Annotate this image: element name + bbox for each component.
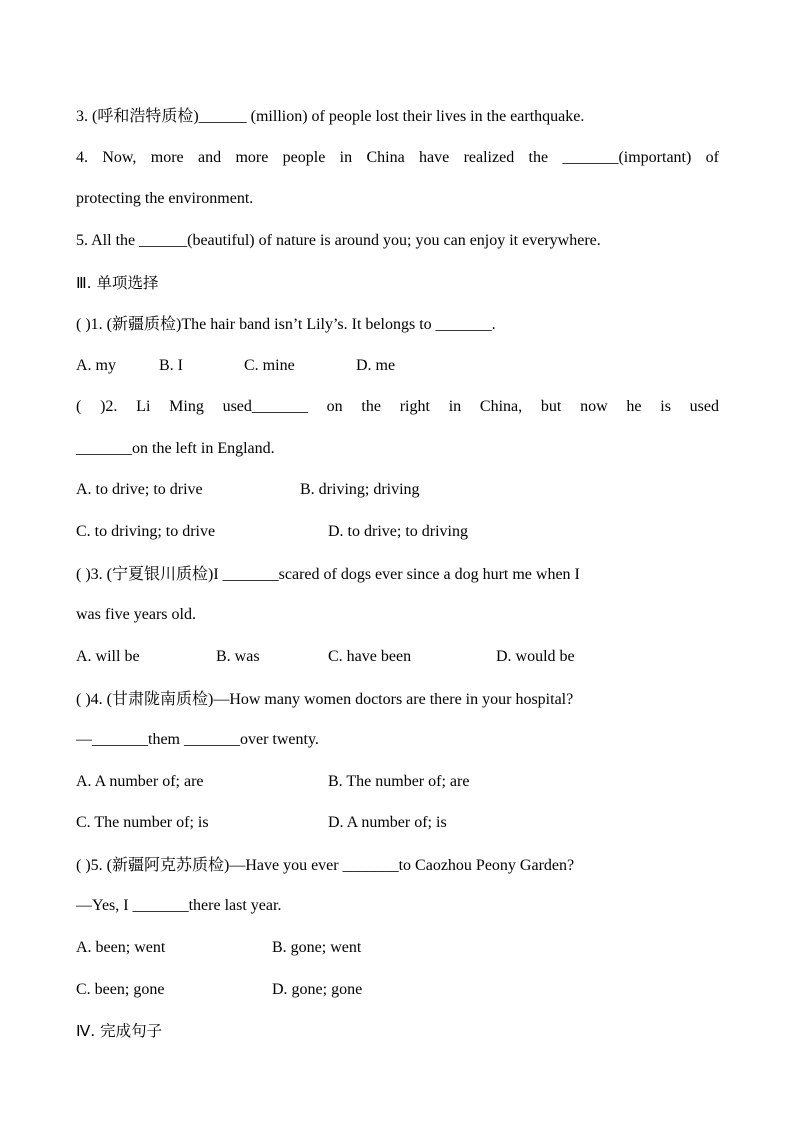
question-4-stem: ( )4. (甘肃陇南质检)—How many women doctors are there in your hospital?: [76, 691, 574, 708]
question-4-option-b: B. The number of; are: [328, 773, 470, 790]
section-heading-multiple-choice: Ⅲ. 单项选择: [76, 274, 159, 292]
question-5-option-b: B. gone; went: [272, 939, 362, 956]
question-3-option-d: D. would be: [496, 648, 575, 665]
fill-in-item-4: 4. Now, more and more people in China have realized the _______(important) of: [76, 149, 719, 166]
question-1-option-d: D. me: [356, 357, 396, 374]
fill-in-item-5: 5. All the ______(beautiful) of nature is around you; you can enjoy it everywhere.: [76, 232, 601, 249]
question-3-stem: ( )3. (宁夏银川质检)I _______scared of dogs ever since a dog hurt me when I: [76, 566, 580, 583]
fill-in-item-3: 3. (呼和浩特质检)______ (million) of people lost their lives in the earthquake.: [76, 108, 585, 125]
question-2-stem-continued: _______on the left in England.: [76, 440, 275, 457]
question-1-option-a: A. my: [76, 357, 116, 374]
question-3-option-a: A. will be: [76, 648, 140, 665]
fill-in-item-4-continued: protecting the environment.: [76, 190, 254, 207]
question-3-stem-continued: was five years old.: [76, 606, 196, 623]
question-3-option-b: B. was: [216, 648, 260, 665]
question-3-option-c: C. have been: [328, 648, 412, 665]
question-1-option-c: C. mine: [244, 357, 295, 374]
question-5-option-d: D. gone; gone: [272, 981, 363, 998]
question-2-option-d: D. to drive; to driving: [328, 523, 468, 540]
question-1-stem: ( )1. (新疆质检)The hair band isn’t Lily’s. It belongs to _______.: [76, 316, 496, 333]
question-4-option-a: A. A number of; are: [76, 773, 204, 790]
question-5-option-c: C. been; gone: [76, 981, 165, 998]
question-4-option-c: C. The number of; is: [76, 814, 209, 831]
question-2-option-c: C. to driving; to drive: [76, 523, 216, 540]
question-5-option-a: A. been; went: [76, 939, 166, 956]
section-heading-complete-sentences: Ⅳ. 完成句子: [76, 1022, 163, 1040]
question-2-option-b: B. driving; driving: [300, 481, 420, 498]
question-4-option-d: D. A number of; is: [328, 814, 447, 831]
question-5-stem: ( )5. (新疆阿克苏质检)—Have you ever _______to Caozhou Peony Garden?: [76, 857, 575, 874]
question-2-option-a: A. to drive; to drive: [76, 481, 203, 498]
question-2-stem: ( )2. Li Ming used_______ on the right in China, but now he is used: [76, 398, 719, 415]
question-4-stem-continued: —_______them _______over twenty.: [76, 731, 319, 748]
question-1-option-b: B. I: [159, 357, 183, 374]
question-5-stem-continued: —Yes, I _______there last year.: [76, 897, 282, 914]
